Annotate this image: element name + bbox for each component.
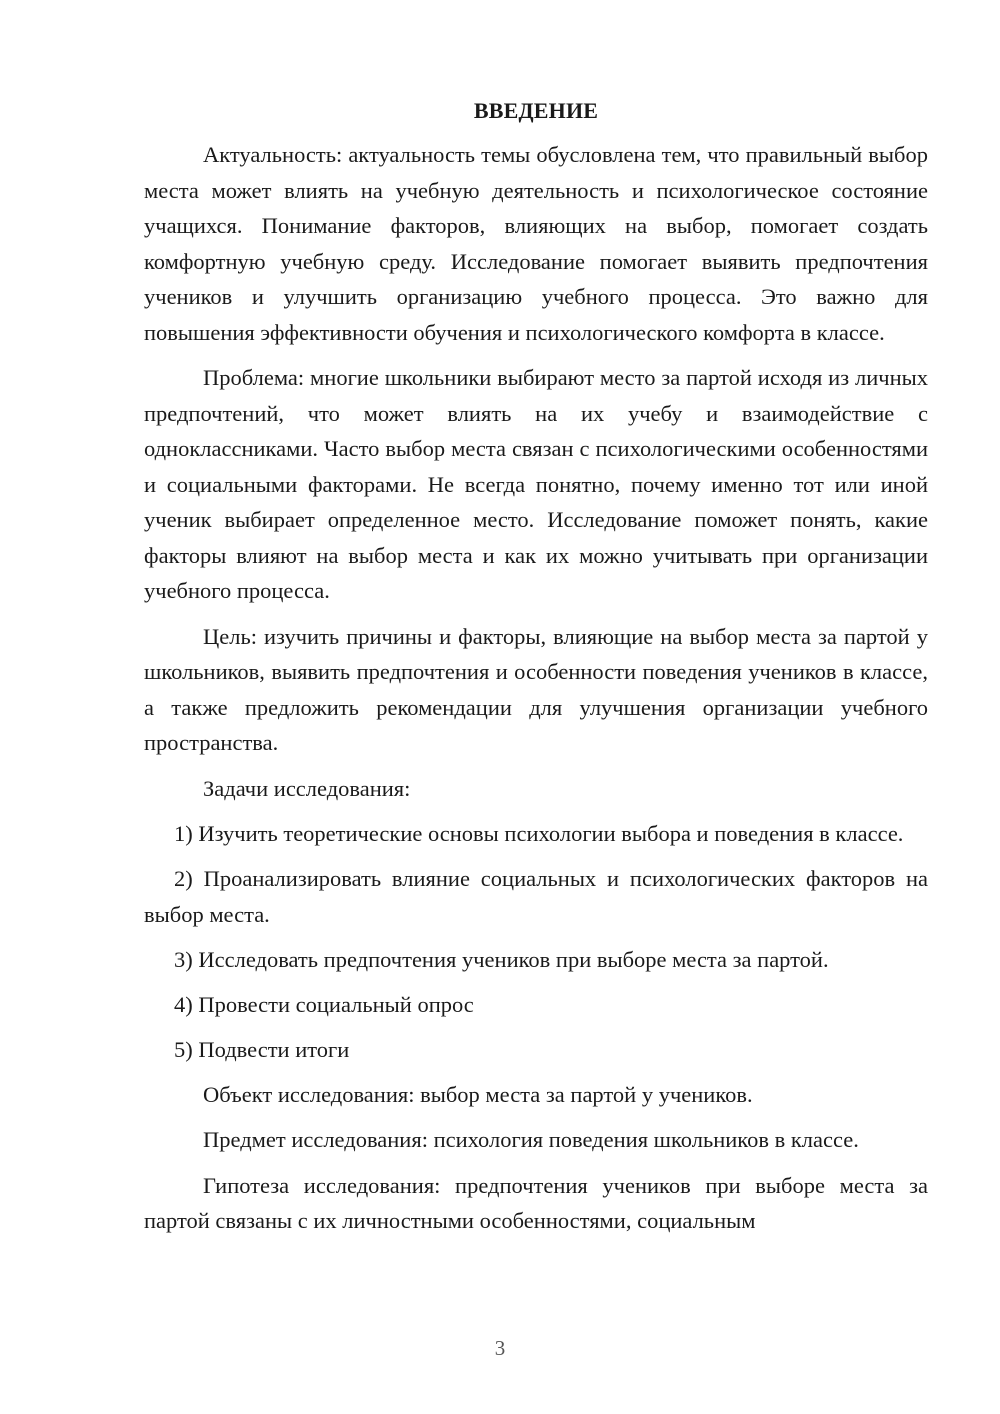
task-item-4: 4) Провести социальный опрос xyxy=(174,991,474,1017)
section-title: ВВЕДЕНИЕ xyxy=(473,98,599,123)
task-item-2: 2) Проанализировать влияние социальных и психологических факторов на выбор места. xyxy=(144,866,928,927)
paragraph-goal: Цель: изучить причины и факторы, влияющие на выбор места за партой у школьников, выявить предпочтения и особенности поведения учеников в классе, а также предложить рекомендации для улучшения организации учебного пространства. xyxy=(144,623,928,755)
paragraph-problem: Проблема: многие школьники выбирают место за партой исходя из личных предпочтений, что может влиять на их учебу и взаимодействие с одноклассниками. Часто выбор места связан с психологическими особенностями и социальными факторами. Не всегда понятно, почему именно тот или иной ученик выбирает определенное место. Исследование поможет понять, какие факторы влияют на выбор места и как их можно учитывать при организации учебного процесса. xyxy=(144,365,928,603)
task-item-5: 5) Подвести итоги xyxy=(174,1036,350,1062)
tasks-heading: Задачи исследования: xyxy=(203,775,411,801)
page-content xyxy=(144,93,928,1239)
task-item-1: 1) Изучить теоретические основы психологии выбора и поведения в классе. xyxy=(174,821,904,846)
paragraph-subject: Предмет исследования: психология поведения школьников в классе. xyxy=(203,1127,859,1152)
page-number: 3 xyxy=(494,1336,506,1360)
paragraph-hypothesis: Гипотеза исследования: предпочтения учеников при выборе места за партой связаны с их личностными особенностями, социальным xyxy=(144,1172,928,1233)
paragraph-relevance: Актуальность: актуальность темы обусловлена тем, что правильный выбор места может влиять на учебную деятельность и психологическое состояние учащихся. Понимание факторов, влияющих на выбор, помогает создать комфортную учебную среду. Исследование помогает выявить предпочтения учеников и улучшить организацию учебного процесса. Это важно для повышения эффективности обучения и психологического комфорта в классе. xyxy=(144,142,928,345)
task-item-3: 3) Исследовать предпочтения учеников при выборе места за партой. xyxy=(174,946,829,972)
paragraph-object: Объект исследования: выбор места за партой у учеников. xyxy=(203,1081,753,1107)
